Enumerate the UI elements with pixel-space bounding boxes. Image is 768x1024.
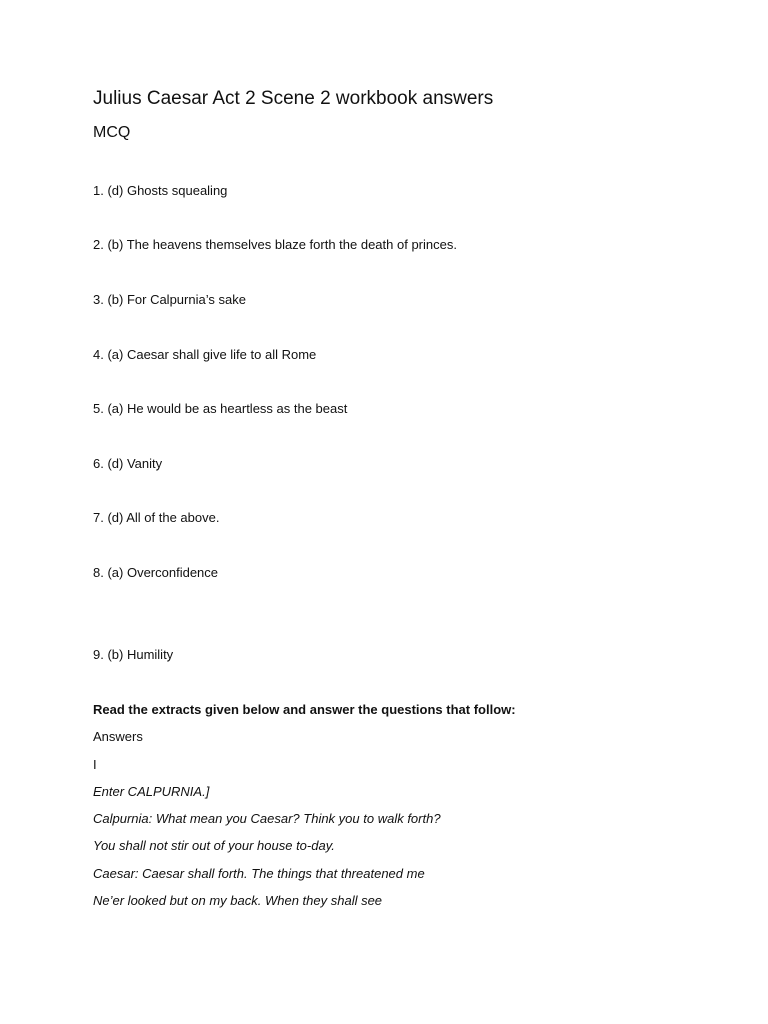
mcq-answer: 9. (b) Humility bbox=[93, 647, 174, 662]
mcq-answer: 6. (d) Vanity bbox=[93, 456, 163, 471]
mcq-answer: 2. (b) The heavens themselves blaze forth the death of princes. bbox=[93, 237, 457, 252]
extract-line: Ne’er looked but on my back. When they shall see bbox=[93, 893, 383, 908]
extract-line: Caesar: Caesar shall forth. The things that threatened me bbox=[93, 866, 425, 881]
mcq-answer: 8. (a) Overconfidence bbox=[93, 565, 219, 580]
mcq-answer: 7. (d) All of the above. bbox=[93, 510, 220, 525]
answers-label: Answers bbox=[93, 729, 143, 744]
mcq-answer: 1. (d) Ghosts squealing bbox=[93, 183, 228, 198]
mcq-answer: 5. (a) He would be as heartless as the beast bbox=[93, 401, 348, 416]
extracts-heading: Read the extracts given below and answer the questions that follow: bbox=[93, 702, 516, 717]
extract-line: Calpurnia: What mean you Caesar? Think you to walk forth? bbox=[93, 811, 441, 826]
extract-line: Enter CALPURNIA.] bbox=[93, 784, 210, 799]
page-title: Julius Caesar Act 2 Scene 2 workbook answers bbox=[93, 88, 494, 109]
mcq-answer: 3. (b) For Calpurnia’s sake bbox=[93, 292, 246, 307]
section-number: I bbox=[93, 757, 97, 772]
section-heading-mcq: MCQ bbox=[93, 124, 131, 141]
mcq-answer: 4. (a) Caesar shall give life to all Rome bbox=[93, 347, 317, 362]
extract-line: You shall not stir out of your house to-day. bbox=[93, 838, 335, 853]
